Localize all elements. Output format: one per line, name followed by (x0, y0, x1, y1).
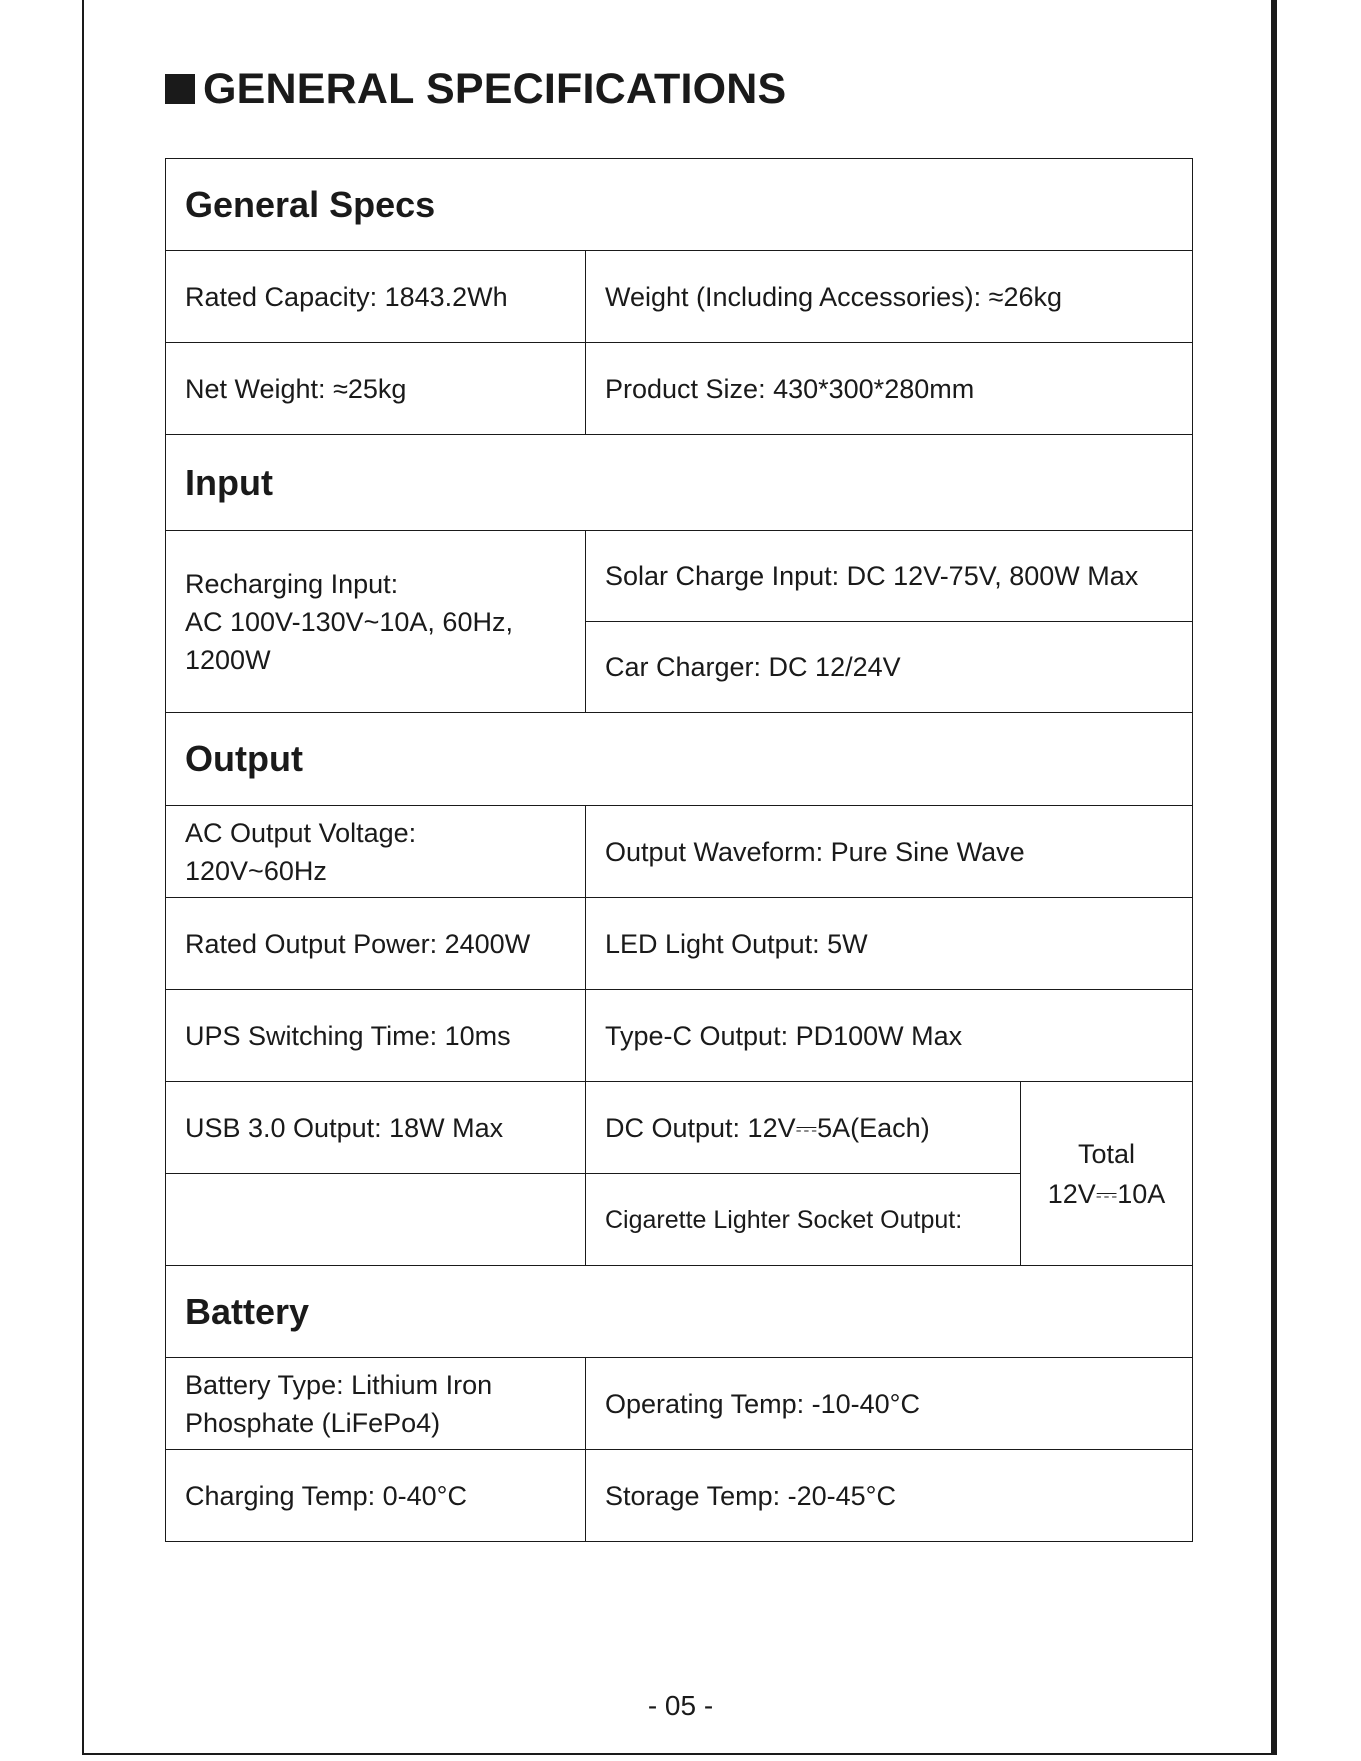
section-row-input (166, 435, 1193, 531)
led-light-output-cell: LED Light Output: 5W (586, 898, 1193, 990)
usb-output-cell: USB 3.0 Output: 18W Max (166, 1082, 586, 1174)
table-row (166, 343, 1193, 435)
cigarette-lighter-socket-cell: Cigarette Lighter Socket Output: (586, 1174, 1021, 1266)
recharging-input-power: 1200W (185, 644, 271, 675)
battery-type-label: Battery Type: Lithium Iron (185, 1369, 493, 1400)
table-row (166, 251, 1193, 343)
charging-temp-cell: Charging Temp: 0-40°C (166, 1450, 586, 1542)
table-row (166, 1450, 1193, 1542)
section-input: Input (166, 435, 1193, 531)
table-row (166, 531, 1193, 622)
rated-capacity-cell: Rated Capacity: 1843.2Wh (166, 251, 586, 343)
recharging-input-cell (166, 531, 586, 713)
ac-output-voltage-cell (166, 806, 586, 898)
car-charger-cell: Car Charger: DC 12/24V (586, 622, 1193, 713)
section-row-general (166, 159, 1193, 251)
type-c-output-cell: Type-C Output: PD100W Max (586, 990, 1193, 1082)
page-border-left (82, 0, 84, 1755)
section-row-output (166, 713, 1193, 806)
total-label: Total (1077, 1138, 1136, 1169)
output-waveform-cell: Output Waveform: Pure Sine Wave (586, 806, 1193, 898)
page-heading (165, 64, 786, 114)
recharging-input-value: AC 100V-130V~10A, 60Hz, (185, 606, 513, 637)
battery-type-value: Phosphate (LiFePo4) (185, 1407, 441, 1438)
page-heading-text: GENERAL SPECIFICATIONS (203, 64, 787, 113)
battery-type-cell (166, 1358, 586, 1450)
operating-temp-cell: Operating Temp: -10-40°C (586, 1358, 1193, 1450)
section-row-battery (166, 1266, 1193, 1358)
table-row (166, 806, 1193, 898)
net-weight-cell: Net Weight: ≈25kg (166, 343, 586, 435)
table-row (166, 1082, 1193, 1174)
dc-output-cell: DC Output: 12V⎓5A(Each) (586, 1082, 1021, 1174)
table-row (166, 990, 1193, 1082)
table-row (166, 898, 1193, 990)
specifications-table (165, 158, 1193, 1542)
section-battery: Battery (166, 1266, 1193, 1358)
page-border-right (1271, 0, 1277, 1755)
solar-charge-input-cell: Solar Charge Input: DC 12V-75V, 800W Max (586, 531, 1193, 622)
weight-including-accessories-cell: Weight (Including Accessories): ≈26kg (586, 251, 1193, 343)
page-border-bottom (82, 1753, 1277, 1755)
recharging-input-label: Recharging Input: (185, 568, 399, 599)
ac-output-voltage-value: 120V~60Hz (185, 855, 327, 886)
ups-switching-time-cell: UPS Switching Time: 10ms (166, 990, 586, 1082)
rated-output-power-cell: Rated Output Power: 2400W (166, 898, 586, 990)
total-value: 12V⎓10A (1047, 1178, 1166, 1209)
product-size-cell: Product Size: 430*300*280mm (586, 343, 1193, 435)
table-row (166, 1358, 1193, 1450)
page-number: - 05 - (647, 1690, 714, 1721)
ac-output-voltage-label: AC Output Voltage: (185, 817, 417, 848)
section-general-specs: General Specs (166, 159, 1193, 251)
empty-cell (166, 1174, 586, 1266)
section-output: Output (166, 713, 1193, 806)
storage-temp-cell: Storage Temp: -20-45°C (586, 1450, 1193, 1542)
total-output-cell (1021, 1082, 1193, 1266)
square-bullet-icon (165, 74, 195, 104)
